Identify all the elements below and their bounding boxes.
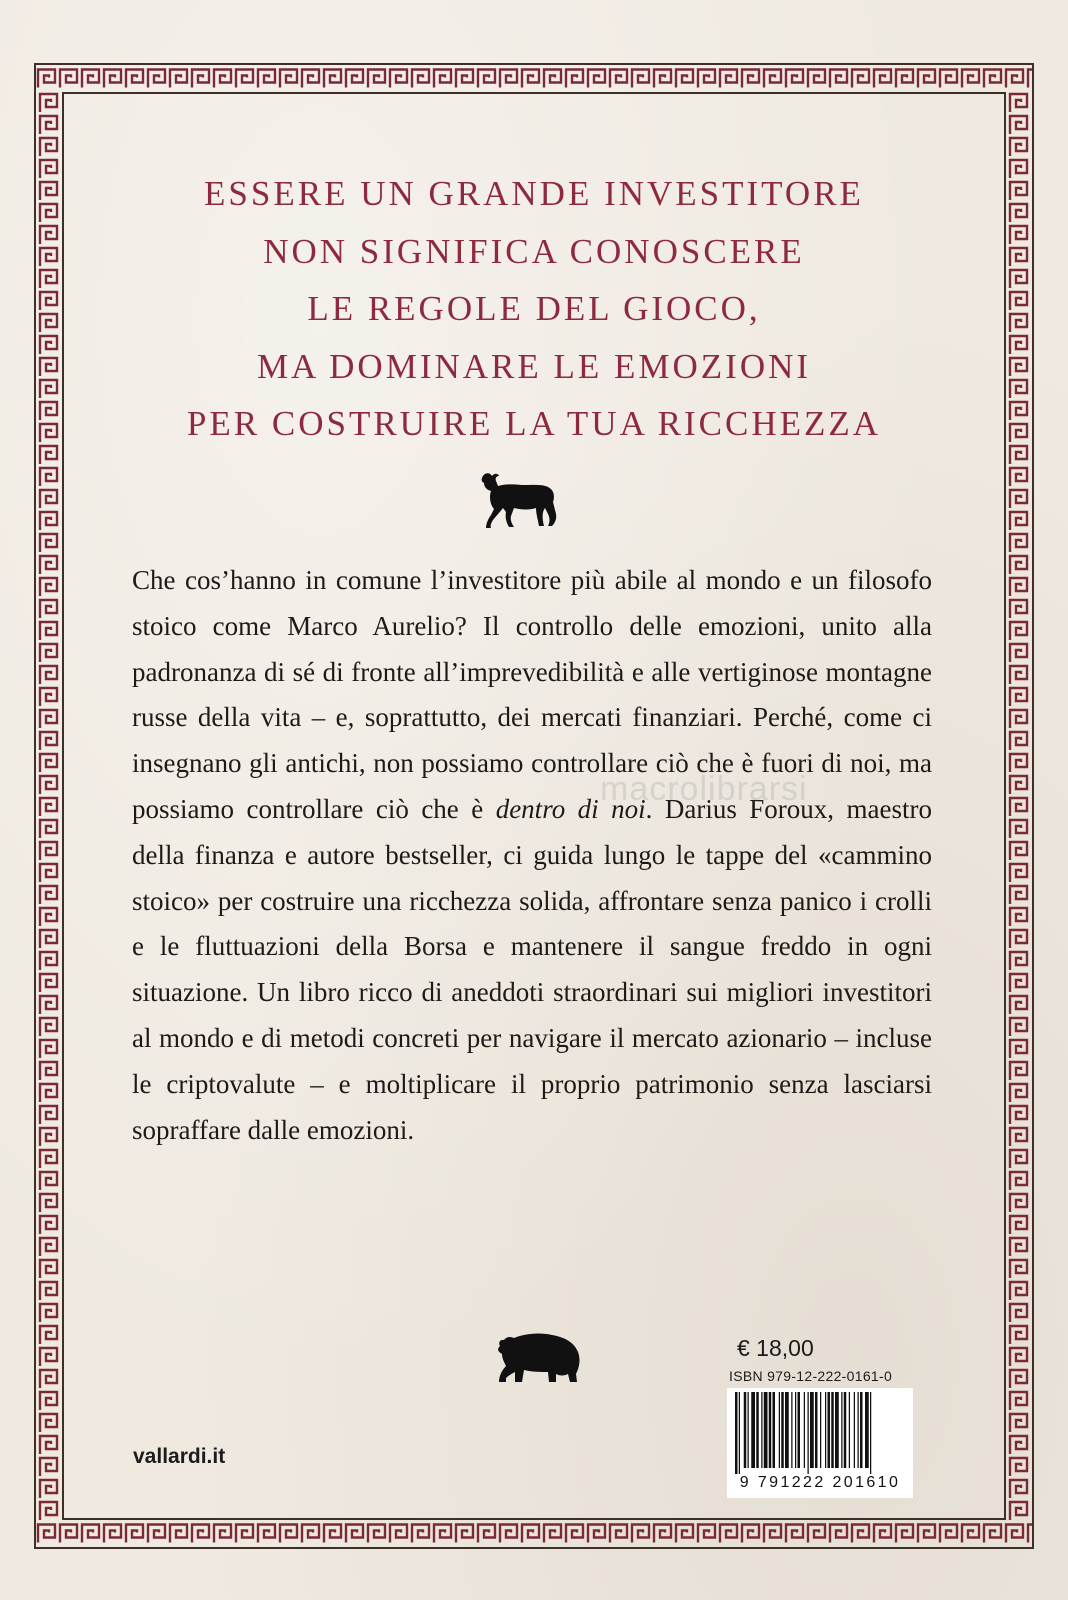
- greek-key-segment: [1010, 930, 1027, 948]
- greek-key-segment: [874, 70, 891, 88]
- greek-key-segment: [1010, 116, 1027, 134]
- greek-key-segment: [434, 70, 451, 88]
- greek-key-segment: [1010, 1348, 1027, 1366]
- greek-key-segment: [40, 358, 57, 376]
- greek-key-segment: [40, 1370, 57, 1388]
- greek-key-segment: [40, 1502, 57, 1520]
- watermark: macrolibrarsi: [600, 770, 808, 808]
- blurb-part: Che cos’hanno in comune l’investitore più abile al mondo e un filosofo stoico come Marco Aurelio? Il controllo delle emozioni, unito alla padronanza di sé di fronte all’imprevedibilità e alle vertiginose montagne russe della vita – e, soprattutto, dei mercati finanziari. Perché, come ci insegnano gli antichi, non possiamo controllare ciò che è fuori di noi, ma possiamo controllare ciò che è: [132, 565, 932, 824]
- greek-key-segment: [82, 70, 99, 88]
- greek-key-segment: [1010, 1414, 1027, 1432]
- greek-key-segment: [214, 70, 231, 88]
- greek-key-segment: [390, 70, 407, 88]
- greek-key-segment: [40, 1326, 57, 1344]
- greek-key-segment: [40, 622, 57, 640]
- greek-key-segment: [1010, 1062, 1027, 1080]
- blurb-part: . Darius Foroux, maestro della finanza e autore bestseller, ci guida lungo le tappe del «cammino stoico» per costruire una ricchezza solida, affrontare senza panico i crolli e le fluttuazioni della Borsa e mantenere il sangue freddo in ogni situazione. Un libro ricco di aneddoti straordinari sui migliori investitori al mondo e di metodi concreti per navigare il mercato azionario – incluse le criptovalute – e moltiplicare il proprio patrimonio senza lasciarsi sopraffare dalle emozioni.: [132, 793, 932, 1145]
- greek-key-segment: [1010, 1194, 1027, 1212]
- greek-key-segment: [1010, 424, 1027, 442]
- greek-key-segment: [40, 1392, 57, 1410]
- blurb-italic: dentro di noi: [495, 793, 646, 824]
- greek-key-segment: [1010, 138, 1027, 156]
- greek-key-segment: [940, 70, 957, 88]
- greek-key-segment: [40, 1282, 57, 1300]
- tagline-line: MA DOMINARE LE EMOZIONI: [256, 346, 812, 386]
- greek-key-segment: [1010, 1238, 1027, 1256]
- greek-key-segment: [1010, 666, 1027, 684]
- greek-key-segment: [1010, 952, 1027, 970]
- greek-key-segment: [1010, 1480, 1027, 1498]
- tagline-line: ESSERE UN GRANDE INVESTITORE: [204, 174, 864, 213]
- greek-key-segment: [1010, 402, 1027, 420]
- greek-key-segment: [148, 70, 165, 88]
- greek-key-segment: [1010, 710, 1027, 728]
- barcode-bar: [773, 1392, 776, 1468]
- greek-key-segment: [940, 1525, 957, 1543]
- greek-key-segment: [1010, 842, 1027, 860]
- greek-key-segment: [1010, 380, 1027, 398]
- greek-key-segment: [40, 314, 57, 332]
- barcode-digits: 9 791222 201610: [739, 1474, 901, 1491]
- greek-key-segment: [40, 600, 57, 618]
- greek-key-segment: [1010, 1128, 1027, 1146]
- greek-key-segment: [896, 1525, 913, 1543]
- greek-key-segment: [1010, 1436, 1027, 1454]
- barcode-bar: [841, 1392, 842, 1468]
- greek-key-segment: [258, 70, 275, 88]
- price-label: € 18,00: [737, 1335, 814, 1361]
- greek-key-segment: [1010, 798, 1027, 816]
- barcode-bar: [756, 1392, 759, 1468]
- greek-key-pattern: [36, 92, 62, 1520]
- greek-key-segment: [40, 248, 57, 266]
- greek-key-segment: [170, 1525, 187, 1543]
- greek-key-segment: [40, 886, 57, 904]
- greek-key-segment: [984, 1525, 1001, 1543]
- greek-key-segment: [40, 1260, 57, 1278]
- barcode-bar: [769, 1392, 772, 1468]
- greek-key-segment: [1010, 1150, 1027, 1168]
- greek-key-segment: [456, 1525, 473, 1543]
- greek-key-segment: [40, 512, 57, 530]
- greek-key-segment: [40, 138, 57, 156]
- greek-key-segment: [610, 1525, 627, 1543]
- greek-key-segment: [40, 556, 57, 574]
- greek-key-segment: [40, 908, 57, 926]
- greek-key-segment: [60, 1525, 77, 1543]
- barcode-bar: [751, 1392, 755, 1468]
- greek-key-segment: [918, 1525, 935, 1543]
- greek-key-segment: [1010, 908, 1027, 926]
- tagline-line: NON SIGNIFICA CONOSCERE: [263, 231, 805, 271]
- greek-key-segment: [40, 1106, 57, 1124]
- greek-key-segment: [1010, 94, 1027, 112]
- barcode-bar: [808, 1392, 809, 1474]
- barcode-bar: [835, 1392, 839, 1468]
- greek-key-segment: [368, 1525, 385, 1543]
- greek-key-segment: [40, 534, 57, 552]
- barcode-bar: [858, 1392, 859, 1468]
- greek-key-segment: [192, 1525, 209, 1543]
- greek-key-segment: [742, 1525, 759, 1543]
- greek-key-segment: [478, 70, 495, 88]
- greek-key-segment: [40, 1414, 57, 1432]
- greek-key-segment: [1010, 292, 1027, 310]
- greek-key-segment: [852, 1525, 869, 1543]
- greek-key-segment: [544, 1525, 561, 1543]
- greek-key-segment: [786, 70, 803, 88]
- greek-key-segment: [40, 1304, 57, 1322]
- greek-key-segment: [40, 1150, 57, 1168]
- greek-key-segment: [918, 70, 935, 88]
- greek-key-segment: [1010, 622, 1027, 640]
- greek-key-segment: [170, 70, 187, 88]
- greek-key-segment: [40, 644, 57, 662]
- greek-key-segment: [1010, 644, 1027, 662]
- barcode-bar: [860, 1392, 863, 1468]
- greek-key-segment: [40, 1172, 57, 1190]
- barcode-bar: [849, 1392, 850, 1468]
- greek-key-segment: [40, 974, 57, 992]
- greek-key-segment: [38, 70, 55, 88]
- greek-key-segment: [1010, 1370, 1027, 1388]
- greek-key-segment: [874, 1525, 891, 1543]
- greek-key-segment: [654, 1525, 671, 1543]
- greek-key-segment: [40, 820, 57, 838]
- greek-key-segment: [1010, 820, 1027, 838]
- greek-key-segment: [1010, 600, 1027, 618]
- greek-key-segment: [40, 1480, 57, 1498]
- greek-key-segment: [1028, 1525, 1032, 1543]
- greek-key-segment: [104, 1525, 121, 1543]
- greek-key-segment: [40, 424, 57, 442]
- barcode-bar: [854, 1392, 855, 1468]
- barcode-bar: [815, 1392, 818, 1468]
- greek-key-segment: [522, 70, 539, 88]
- greek-key-segment: [1010, 886, 1027, 904]
- bull-icon: [478, 470, 560, 530]
- barcode-bar: [795, 1392, 796, 1468]
- greek-key-segment: [852, 70, 869, 88]
- greek-key-segment: [500, 1525, 517, 1543]
- greek-key-segment: [324, 70, 341, 88]
- barcode-bar: [785, 1392, 789, 1468]
- greek-key-segment: [40, 1018, 57, 1036]
- greek-key-segment: [40, 1348, 57, 1366]
- greek-key-segment: [40, 864, 57, 882]
- greek-key-segment: [40, 776, 57, 794]
- greek-key-segment: [40, 226, 57, 244]
- greek-key-segment: [1006, 70, 1023, 88]
- greek-key-segment: [808, 70, 825, 88]
- greek-key-border-bottom: [36, 1520, 1032, 1547]
- greek-key-segment: [40, 842, 57, 860]
- greek-key-segment: [1010, 688, 1027, 706]
- greek-key-segment: [434, 1525, 451, 1543]
- greek-key-segment: [522, 1525, 539, 1543]
- greek-key-segment: [40, 182, 57, 200]
- barcode-bars: [733, 1392, 907, 1474]
- greek-key-segment: [1010, 864, 1027, 882]
- greek-key-segment: [1010, 754, 1027, 772]
- greek-key-segment: [40, 1458, 57, 1476]
- greek-key-pattern: [36, 65, 1032, 92]
- greek-key-segment: [1010, 270, 1027, 288]
- greek-key-segment: [786, 1525, 803, 1543]
- barcode-bar: [781, 1392, 784, 1468]
- greek-key-segment: [40, 336, 57, 354]
- greek-key-segment: [742, 70, 759, 88]
- greek-key-segment: [1010, 732, 1027, 750]
- greek-key-segment: [126, 1525, 143, 1543]
- greek-key-segment: [1010, 248, 1027, 266]
- barcode-bar: [810, 1392, 814, 1468]
- greek-key-segment: [1010, 578, 1027, 596]
- greek-key-segment: [720, 1525, 737, 1543]
- greek-key-segment: [40, 270, 57, 288]
- greek-key-segment: [60, 70, 77, 88]
- greek-key-segment: [984, 70, 1001, 88]
- barcode-bar: [791, 1392, 792, 1468]
- tagline-line: PER COSTRUIRE LA TUA RICCHEZZA: [186, 404, 882, 443]
- greek-key-segment: [676, 70, 693, 88]
- greek-key-segment: [896, 70, 913, 88]
- barcode-bar: [798, 1392, 801, 1468]
- greek-key-segment: [1010, 1392, 1027, 1410]
- greek-key-segment: [720, 70, 737, 88]
- greek-key-segment: [258, 1525, 275, 1543]
- barcode: [727, 1388, 913, 1498]
- barcode-bar: [865, 1392, 869, 1468]
- greek-key-segment: [1010, 1282, 1027, 1300]
- greek-key-segment: [1010, 1106, 1027, 1124]
- greek-key-segment: [40, 1194, 57, 1212]
- barcode-bar: [761, 1392, 762, 1468]
- greek-key-segment: [40, 292, 57, 310]
- publisher-url: vallardi.it: [133, 1445, 226, 1468]
- greek-key-segment: [40, 732, 57, 750]
- greek-key-segment: [192, 70, 209, 88]
- greek-key-segment: [40, 1062, 57, 1080]
- blurb-text: [132, 558, 932, 1153]
- greek-key-segment: [1010, 1216, 1027, 1234]
- greek-key-segment: [1010, 1040, 1027, 1058]
- greek-key-segment: [632, 70, 649, 88]
- tagline-line: LE REGOLE DEL GIOCO,: [307, 289, 761, 328]
- greek-key-segment: [1010, 446, 1027, 464]
- barcode-bar: [844, 1392, 847, 1468]
- barcode-bar: [825, 1392, 826, 1468]
- greek-key-border-top: [36, 65, 1032, 92]
- greek-key-segment: [1010, 226, 1027, 244]
- greek-key-segment: [544, 70, 561, 88]
- greek-key-segment: [40, 94, 57, 112]
- barcode-bar: [779, 1392, 780, 1468]
- greek-key-segment: [214, 1525, 231, 1543]
- greek-key-segment: [40, 490, 57, 508]
- isbn-label: ISBN 979-12-222-0161-0: [729, 1368, 893, 1384]
- greek-key-segment: [830, 1525, 847, 1543]
- greek-key-segment: [1010, 336, 1027, 354]
- greek-key-segment: [1010, 204, 1027, 222]
- greek-key-segment: [236, 1525, 253, 1543]
- greek-key-segment: [40, 116, 57, 134]
- greek-key-segment: [412, 70, 429, 88]
- greek-key-segment: [40, 160, 57, 178]
- greek-key-segment: [302, 1525, 319, 1543]
- greek-key-segment: [40, 402, 57, 420]
- greek-key-segment: [40, 1216, 57, 1234]
- barcode-bar: [804, 1392, 805, 1468]
- greek-key-segment: [40, 710, 57, 728]
- greek-key-segment: [808, 1525, 825, 1543]
- greek-key-pattern: [1006, 92, 1032, 1520]
- greek-key-segment: [1010, 776, 1027, 794]
- greek-key-segment: [1010, 490, 1027, 508]
- greek-key-segment: [324, 1525, 341, 1543]
- greek-key-segment: [1010, 974, 1027, 992]
- greek-key-segment: [1010, 1260, 1027, 1278]
- greek-key-segment: [962, 1525, 979, 1543]
- greek-key-segment: [1010, 1018, 1027, 1036]
- greek-key-segment: [566, 1525, 583, 1543]
- greek-key-segment: [368, 70, 385, 88]
- barcode-bar: [748, 1392, 749, 1468]
- barcode-bar: [870, 1392, 871, 1474]
- greek-key-segment: [588, 1525, 605, 1543]
- greek-key-segment: [456, 70, 473, 88]
- greek-key-segment: [346, 1525, 363, 1543]
- barcode-bar: [739, 1392, 740, 1474]
- tagline: [110, 165, 958, 453]
- greek-key-segment: [1010, 182, 1027, 200]
- greek-key-segment: [764, 70, 781, 88]
- greek-key-pattern: [36, 1520, 1032, 1547]
- barcode-bar: [764, 1392, 768, 1468]
- greek-key-segment: [38, 1525, 55, 1543]
- greek-key-segment: [280, 70, 297, 88]
- greek-key-segment: [1010, 1172, 1027, 1190]
- greek-key-segment: [40, 578, 57, 596]
- greek-key-segment: [280, 1525, 297, 1543]
- price-barcode-panel: [727, 1334, 915, 1498]
- greek-key-segment: [1006, 1525, 1023, 1543]
- greek-key-segment: [148, 1525, 165, 1543]
- greek-key-segment: [1010, 1502, 1027, 1520]
- greek-key-segment: [346, 70, 363, 88]
- greek-key-segment: [830, 70, 847, 88]
- bear-icon: [494, 1330, 582, 1384]
- greek-key-segment: [40, 754, 57, 772]
- greek-key-segment: [302, 70, 319, 88]
- greek-key-segment: [40, 204, 57, 222]
- greek-key-segment: [1010, 160, 1027, 178]
- greek-key-segment: [1010, 512, 1027, 530]
- greek-key-segment: [236, 70, 253, 88]
- greek-key-segment: [1010, 556, 1027, 574]
- greek-key-segment: [1010, 468, 1027, 486]
- greek-key-segment: [40, 1084, 57, 1102]
- greek-key-segment: [610, 70, 627, 88]
- greek-key-segment: [40, 798, 57, 816]
- greek-key-segment: [1010, 996, 1027, 1014]
- barcode-bar: [828, 1392, 831, 1468]
- greek-key-segment: [698, 1525, 715, 1543]
- greek-key-segment: [40, 952, 57, 970]
- greek-key-segment: [764, 1525, 781, 1543]
- greek-key-segment: [104, 70, 121, 88]
- barcode-bar: [744, 1392, 747, 1468]
- greek-key-segment: [1010, 534, 1027, 552]
- greek-key-segment: [40, 930, 57, 948]
- greek-key-segment: [126, 70, 143, 88]
- greek-key-segment: [40, 1238, 57, 1256]
- greek-key-segment: [390, 1525, 407, 1543]
- greek-key-segment: [1010, 358, 1027, 376]
- greek-key-segment: [40, 996, 57, 1014]
- greek-key-segment: [40, 688, 57, 706]
- greek-key-segment: [654, 70, 671, 88]
- greek-key-segment: [412, 1525, 429, 1543]
- greek-key-segment: [1028, 70, 1032, 88]
- greek-key-segment: [40, 380, 57, 398]
- greek-key-segment: [962, 70, 979, 88]
- greek-key-segment: [40, 1128, 57, 1146]
- barcode-bar: [831, 1392, 834, 1468]
- greek-key-segment: [1010, 1458, 1027, 1476]
- barcode-bar: [735, 1392, 738, 1474]
- greek-key-segment: [500, 70, 517, 88]
- greek-key-segment: [1010, 314, 1027, 332]
- greek-key-border-left: [36, 92, 62, 1520]
- greek-key-segment: [40, 1040, 57, 1058]
- greek-key-segment: [698, 70, 715, 88]
- barcode-bar: [820, 1392, 821, 1468]
- greek-key-segment: [40, 468, 57, 486]
- greek-key-segment: [676, 1525, 693, 1543]
- greek-key-segment: [566, 70, 583, 88]
- greek-key-segment: [632, 1525, 649, 1543]
- greek-key-border-right: [1006, 92, 1032, 1520]
- greek-key-segment: [1010, 1084, 1027, 1102]
- greek-key-segment: [40, 1436, 57, 1454]
- greek-key-segment: [1010, 1326, 1027, 1344]
- greek-key-segment: [478, 1525, 495, 1543]
- greek-key-segment: [82, 1525, 99, 1543]
- greek-key-segment: [40, 446, 57, 464]
- greek-key-segment: [40, 666, 57, 684]
- greek-key-segment: [588, 70, 605, 88]
- greek-key-segment: [1010, 1304, 1027, 1322]
